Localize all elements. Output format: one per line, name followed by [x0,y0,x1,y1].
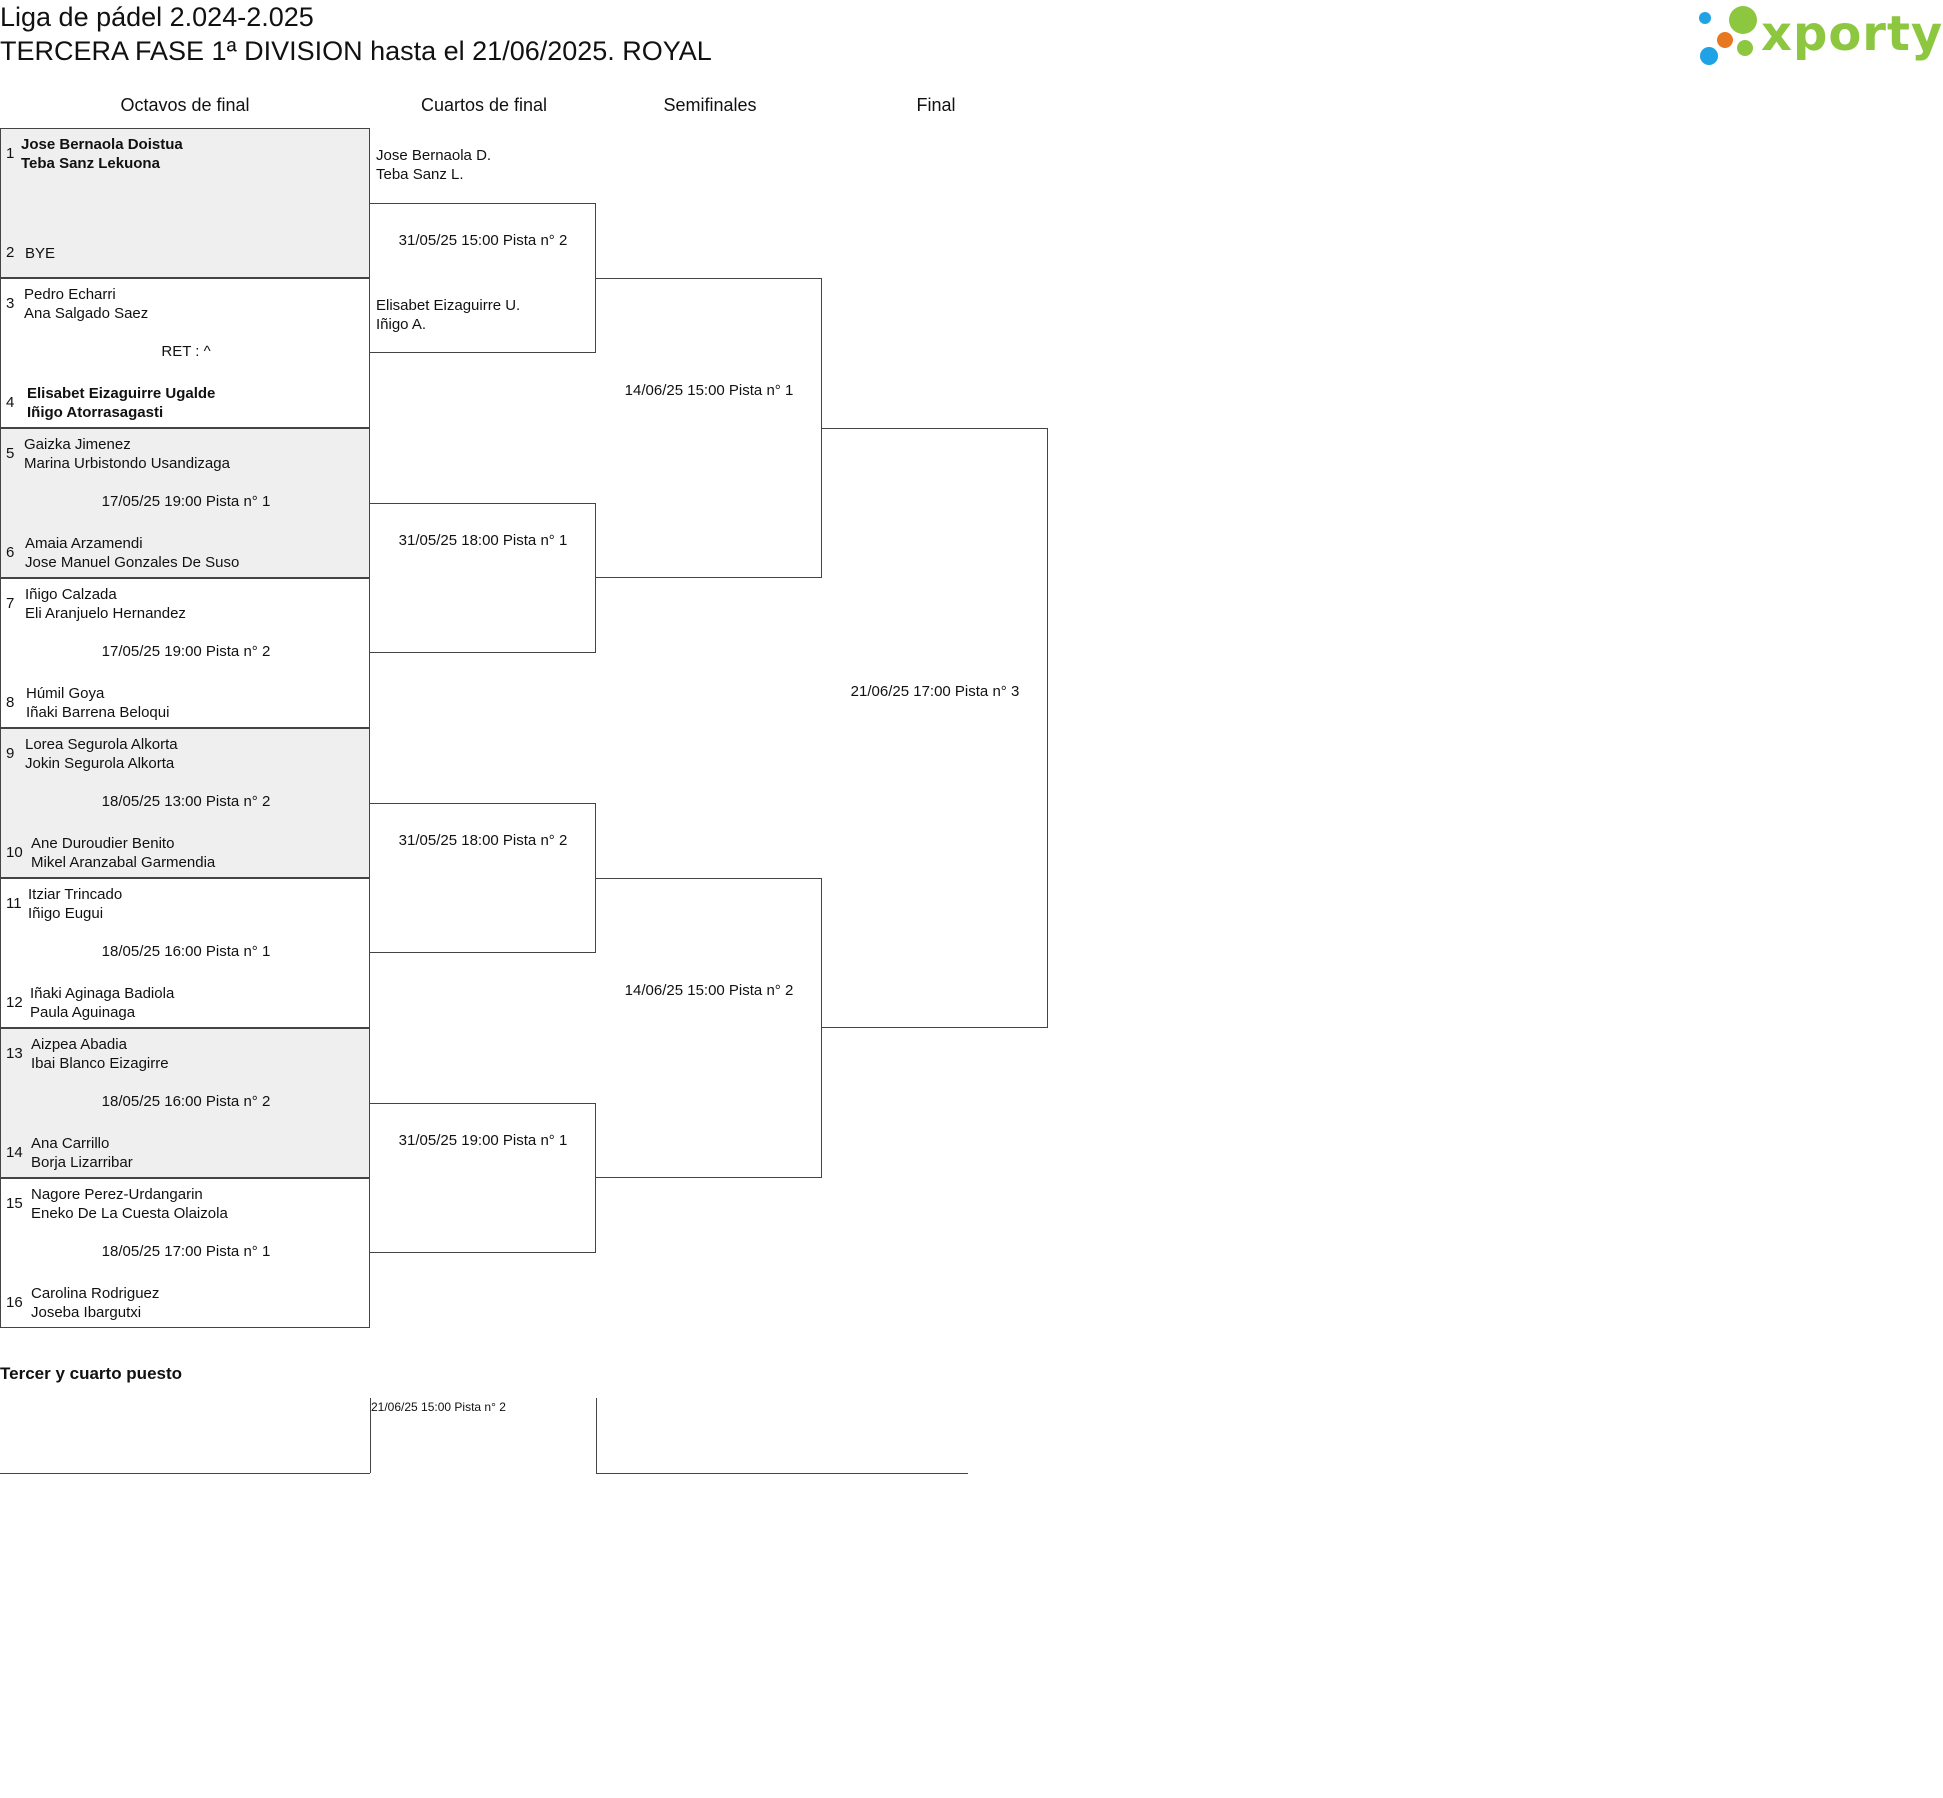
player-name: Iñigo Calzada [25,586,117,603]
match-info: 18/05/25 16:00 Pista n° 2 [101,1093,271,1110]
seed: 12 [6,994,23,1011]
team-bottom [25,244,55,263]
sf2-info: 14/06/25 15:00 Pista n° 2 [624,982,794,999]
qf-match-2 [370,503,596,653]
r16-match-7 [0,1028,370,1178]
player-name: Eneko De La Cuesta Olaizola [31,1205,228,1222]
match-info: 18/05/25 13:00 Pista n° 2 [101,793,271,810]
player-name: Itziar Trincado [28,886,123,903]
xporty-logo [1695,4,1943,68]
round-header-final: Final [916,95,956,115]
seed: 13 [6,1045,23,1062]
logo-text: xporty [1761,6,1943,62]
team-bottom [31,1284,159,1322]
player-name: Carolina Rodriguez [31,1285,160,1302]
seed: 5 [6,445,15,462]
player-name: Iñaki Barrena Beloqui [26,704,170,721]
player-name: Teba Sanz L. [376,166,464,183]
sf1-info: 14/06/25 15:00 Pista n° 1 [624,382,794,399]
player-name: Elisabet Eizaguirre U. [376,297,521,314]
team-top [25,735,178,773]
seed: 4 [6,394,15,411]
qf1-team-bottom [376,296,520,334]
team-top [31,1035,169,1073]
player-name: Ana Carrillo [31,1135,110,1152]
qf-match-3 [370,803,596,953]
player-name: Iñigo Atorrasagasti [27,404,164,421]
player-name: Lorea Segurola Alkorta [25,736,178,753]
seed: 10 [6,844,23,861]
seed: 3 [6,295,15,312]
seed: 8 [6,694,15,711]
team-bottom [25,534,239,572]
match-info: 18/05/25 17:00 Pista n° 1 [101,1243,271,1260]
player-name: Marina Urbistondo Usandizaga [24,455,230,472]
league-title: Liga de pádel 2.024-2.025 [0,2,314,32]
player-name: Aizpea Abadia [31,1036,127,1053]
team-bottom [31,1134,133,1172]
player-name: Paula Aguinaga [30,1004,136,1021]
third-place-title: Tercer y cuarto puesto [0,1364,183,1383]
logo-dots-icon [1695,4,1765,68]
seed: 1 [6,145,15,162]
team-bottom [26,684,169,722]
player-name: Nagore Perez-Urdangarin [31,1186,203,1203]
sf-match-2 [596,878,822,1178]
team-bottom [27,384,215,422]
player-name: Húmil Goya [26,685,105,702]
third-place-line-left [0,1473,370,1474]
r16-match-6 [0,878,370,1028]
match-info: 17/05/25 19:00 Pista n° 1 [101,493,271,510]
player-name: Ane Duroudier Benito [31,835,175,852]
r16-match-8 [0,1178,370,1328]
player-name: Elisabet Eizaguirre Ugalde [27,385,216,402]
player-name: Teba Sanz Lekuona [21,155,160,172]
seed: 7 [6,595,15,612]
team-top [24,435,230,473]
player-name: Eli Aranjuelo Hernandez [25,605,186,622]
third-place-line-right [596,1473,968,1474]
player-name: Jose Manuel Gonzales De Suso [25,554,240,571]
player-name: Iñigo Eugui [28,905,104,922]
player-name: Jokin Segurola Alkorta [25,755,175,772]
phase-title: TERCERA FASE 1ª DIVISION hasta el 21/06/2025. ROYAL [0,36,712,66]
qf-match-4 [370,1103,596,1253]
round-header-qf: Cuartos de final [420,95,548,115]
seed: 9 [6,745,15,762]
seed: 15 [6,1195,23,1212]
third-place-divider-right [596,1398,597,1473]
final-info: 21/06/25 17:00 Pista n° 3 [850,683,1020,700]
match-info: 18/05/25 16:00 Pista n° 1 [101,943,271,960]
team-top [25,585,186,623]
player-name: Jose Bernaola D. [376,147,492,164]
player-name: Iñaki Aginaga Badiola [30,985,175,1002]
seed: 16 [6,1294,23,1311]
qf1-info: 31/05/25 15:00 Pista n° 2 [398,232,568,249]
team-bottom [31,834,215,872]
team-top [31,1185,228,1223]
r16-match-3 [0,428,370,578]
qf4-info: 31/05/25 19:00 Pista n° 1 [398,1132,568,1149]
player-name: Iñigo A. [376,316,427,333]
seed: 6 [6,544,15,561]
team-top [28,885,122,923]
r16-match-2 [0,278,370,428]
player-name: Ibai Blanco Eizagirre [31,1055,169,1072]
third-place-info: 21/06/25 15:00 Pista n° 2 [371,1400,506,1414]
player-name: Gaizka Jimenez [24,436,131,453]
seed: 11 [6,895,22,912]
r16-match-4 [0,578,370,728]
round-header-sf: Semifinales [663,95,757,115]
match-info: 17/05/25 19:00 Pista n° 2 [101,643,271,660]
r16-match-1 [0,128,370,278]
team-bottom [30,984,174,1022]
player-name: Ana Salgado Saez [24,305,149,322]
qf2-info: 31/05/25 18:00 Pista n° 1 [398,532,568,549]
qf1-team-top [376,146,491,184]
match-info: RET : ^ [161,343,211,360]
team-top [24,285,148,323]
player-name: Pedro Echarri [24,286,116,303]
seed: 14 [6,1144,23,1161]
player-name: Mikel Aranzabal Garmendia [31,854,216,871]
player-name: Borja Lizarribar [31,1154,133,1171]
player-name: Amaia Arzamendi [25,535,143,552]
r16-match-5 [0,728,370,878]
player-name: BYE [25,245,56,262]
final-match [822,428,1048,1028]
player-name: Jose Bernaola Doistua [21,136,183,153]
seed: 2 [6,244,15,261]
sf-match-1 [596,278,822,578]
round-header-r16: Octavos de final [120,95,250,115]
team-top [21,135,183,173]
qf3-info: 31/05/25 18:00 Pista n° 2 [398,832,568,849]
player-name: Joseba Ibargutxi [31,1304,142,1321]
